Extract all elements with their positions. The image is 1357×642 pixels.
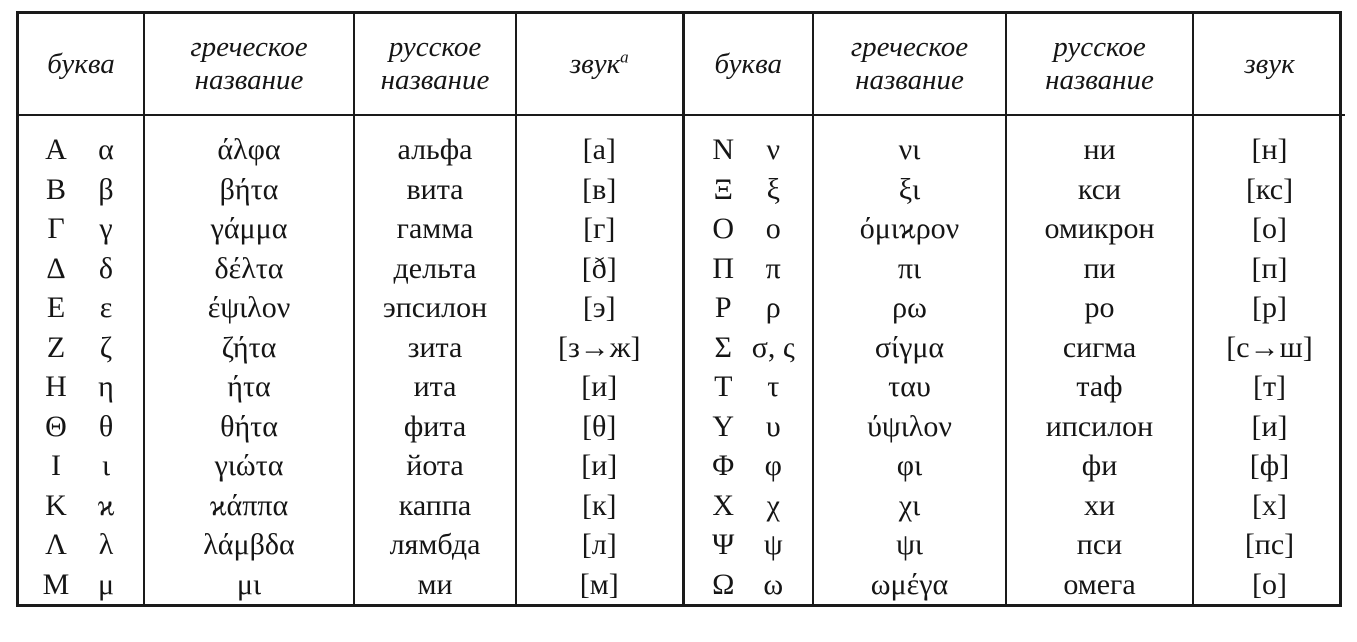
russian-cell: пси [1076,528,1123,561]
sounds-column-left [516,115,683,604]
greek-cell: ϰάππα [209,488,289,522]
greek-cell: ήτα [227,370,271,403]
uppercase-letter: Ζ [46,330,66,364]
letter-pair [685,130,813,170]
uppercase-letter: Τ [714,370,733,403]
uppercase-letter: Θ [45,409,67,443]
russian-cell: зита [407,330,463,364]
uppercase-letter: Ω [712,567,735,601]
uppercase-letter: Φ [712,449,735,482]
letter-pair [19,209,143,249]
russian-cell: ми [417,567,453,601]
header-sound-2: звук [1193,14,1345,115]
greek-cell: δέλτα [214,251,284,285]
russian-names-column-left [354,115,516,604]
letter-pair [19,446,143,486]
greek-names-column-right [813,115,1006,604]
greek-cell: ζήτα [221,330,277,364]
russian-cell: хи [1083,488,1116,522]
uppercase-letter: Ρ [714,291,732,324]
letter-pair [685,407,813,447]
letter-pair [19,130,143,170]
greek-cell: γάμμα [210,212,288,245]
lowercase-letter: δ [98,251,114,285]
lowercase-letter: β [98,172,114,206]
greek-cell: φι [896,449,923,482]
lowercase-letter: α [98,133,114,166]
lowercase-letter: φ [764,449,782,482]
russian-cell: омега [1063,567,1136,601]
sound-cell: [в] [582,172,617,206]
sound-cell: [р] [1252,291,1287,324]
uppercase-letter: Γ [47,212,65,245]
russian-cell: эпсилон [382,291,488,324]
greek-cell: νι [898,133,921,166]
lowercase-letter: ω [763,567,784,601]
uppercase-letter: Λ [45,528,67,561]
russian-names-column-right [1006,115,1193,604]
russian-cell: омикрон [1044,212,1155,245]
letter-pair [685,525,813,565]
sound-cell: [м] [579,567,619,601]
russian-cell: кси [1077,172,1122,206]
greek-cell: πι [897,251,922,285]
lowercase-letter: ξ [766,172,780,206]
sound-cell: [кс] [1245,172,1294,206]
lowercase-letter: σ, ς [751,330,795,364]
lowercase-letter: γ [99,212,113,245]
letter-pair [685,170,813,210]
greek-cell: θήτα [220,409,278,443]
lowercase-letter: ζ [99,330,113,364]
lowercase-letter: ο [765,212,781,245]
letter-pair [685,209,813,249]
lowercase-letter: χ [766,488,780,522]
header-letter: буква [19,14,144,115]
russian-cell: фита [403,409,467,443]
letter-pair [685,367,813,407]
greek-cell: βήτα [219,172,279,206]
lowercase-letter: μ [97,567,115,601]
uppercase-letter: Ι [51,449,61,482]
sound-cell: [н] [1251,133,1288,166]
greek-cell: χι [898,488,921,522]
letter-pair [19,367,143,407]
lowercase-letter: υ [765,409,781,443]
letter-pair [19,170,143,210]
uppercase-letter: Ο [712,212,735,245]
letter-pair [685,249,813,289]
uppercase-letter: Χ [712,488,735,522]
greek-cell: σίγμα [874,330,945,364]
lowercase-letter: θ [98,409,114,443]
sound-cell: [о] [1252,212,1287,245]
sounds-column-right [1193,115,1345,604]
letter-pair [685,446,813,486]
russian-cell: йота [406,449,464,482]
sound-cell: [п] [1251,251,1288,285]
sound-cell: [к] [581,488,617,522]
uppercase-letter: Μ [42,567,70,601]
greek-alphabet-table [16,11,1342,607]
russian-cell: дельта [393,251,477,285]
letter-pair [19,407,143,447]
sound-cell: [с→ш] [1226,330,1313,364]
uppercase-letter: Α [45,133,67,166]
russian-cell: каппа [398,488,472,522]
greek-cell: ρω [892,291,927,324]
header-russian-name-2: русское название [1006,14,1193,115]
letter-pair [19,288,143,328]
letter-pair [685,565,813,605]
russian-cell: ро [1084,291,1115,324]
sound-cell: [ф] [1249,449,1290,482]
russian-cell: альфа [397,133,473,166]
letters-column-left [19,115,144,604]
lowercase-letter: π [765,251,781,285]
sound-cell: [х] [1252,488,1287,522]
greek-names-column-left [144,115,354,604]
uppercase-letter: Ξ [713,172,733,206]
uppercase-letter: Β [45,172,66,206]
sound-cell: [и] [581,370,618,403]
lowercase-letter: ϰ [97,488,115,522]
sound-cell: [ð] [581,251,617,285]
lowercase-letter: λ [98,528,114,561]
russian-cell: фи [1081,449,1118,482]
sound-cell: [э] [582,291,616,324]
sound-cell: [и] [581,449,618,482]
letter-pair [19,486,143,526]
sound-cell: [θ] [582,409,617,443]
greek-cell: όμιϰρον [859,212,960,245]
header-sound: звук$^a$ [516,14,683,115]
lowercase-letter: τ [767,370,780,403]
sound-cell: [г] [583,212,616,245]
uppercase-letter: Δ [46,251,66,285]
letter-pair [685,486,813,526]
uppercase-letter: Ν [712,133,735,166]
header-letter-2: буква [683,14,813,115]
lowercase-letter: ν [766,133,781,166]
letters-column-right [683,115,813,604]
russian-cell: лямбда [389,528,481,561]
greek-cell: ψι [896,528,923,561]
lowercase-letter: η [98,370,114,403]
greek-cell: ξι [898,172,921,206]
uppercase-letter: Υ [712,409,735,443]
header-row [19,14,1345,115]
russian-cell: пи [1083,251,1116,285]
lowercase-letter: ι [101,449,111,482]
sound-cell: [з→ж] [557,330,641,364]
greek-cell: ωμέγα [870,567,949,601]
letter-pair [19,525,143,565]
uppercase-letter: Π [712,251,735,285]
greek-cell: άλφα [217,133,281,166]
header-greek-name-2: греческое название [813,14,1006,115]
greek-cell: λάμβδα [203,528,295,561]
footnote-marker: a [620,46,629,66]
russian-cell: сигма [1062,330,1137,364]
greek-cell: ταυ [888,370,931,403]
letter-pair [19,328,143,368]
letter-pair [19,249,143,289]
lowercase-letter: ε [99,291,113,324]
lowercase-letter: ρ [765,291,781,324]
sound-cell: [пс] [1244,528,1295,561]
header-russian-name: русское название [354,14,516,115]
letter-pair [19,565,143,605]
russian-cell: вита [406,172,464,206]
russian-cell: таф [1076,370,1123,403]
greek-cell: έψιλον [207,291,291,324]
sound-cell: [л] [581,528,617,561]
russian-cell: ни [1083,133,1116,166]
uppercase-letter: Η [45,370,67,403]
greek-cell: μι [236,567,262,601]
greek-cell: γιώτα [214,449,284,482]
russian-cell: ипсилон [1045,409,1154,443]
uppercase-letter: Ε [46,291,66,324]
sound-cell: [т] [1252,370,1287,403]
russian-cell: гамма [396,212,474,245]
sound-cell: [а] [582,133,616,166]
sound-cell: [и] [1251,409,1288,443]
header-greek-name: греческое название [144,14,354,115]
letter-pair [685,328,813,368]
letter-pair [685,288,813,328]
greek-cell: ύψιλον [867,409,952,443]
uppercase-letter: Ψ [712,528,735,561]
body-row [19,115,1345,604]
uppercase-letter: Σ [714,330,732,364]
sound-cell: [о] [1252,567,1287,601]
lowercase-letter: ψ [763,528,783,561]
uppercase-letter: Κ [45,488,67,522]
russian-cell: ита [413,370,457,403]
